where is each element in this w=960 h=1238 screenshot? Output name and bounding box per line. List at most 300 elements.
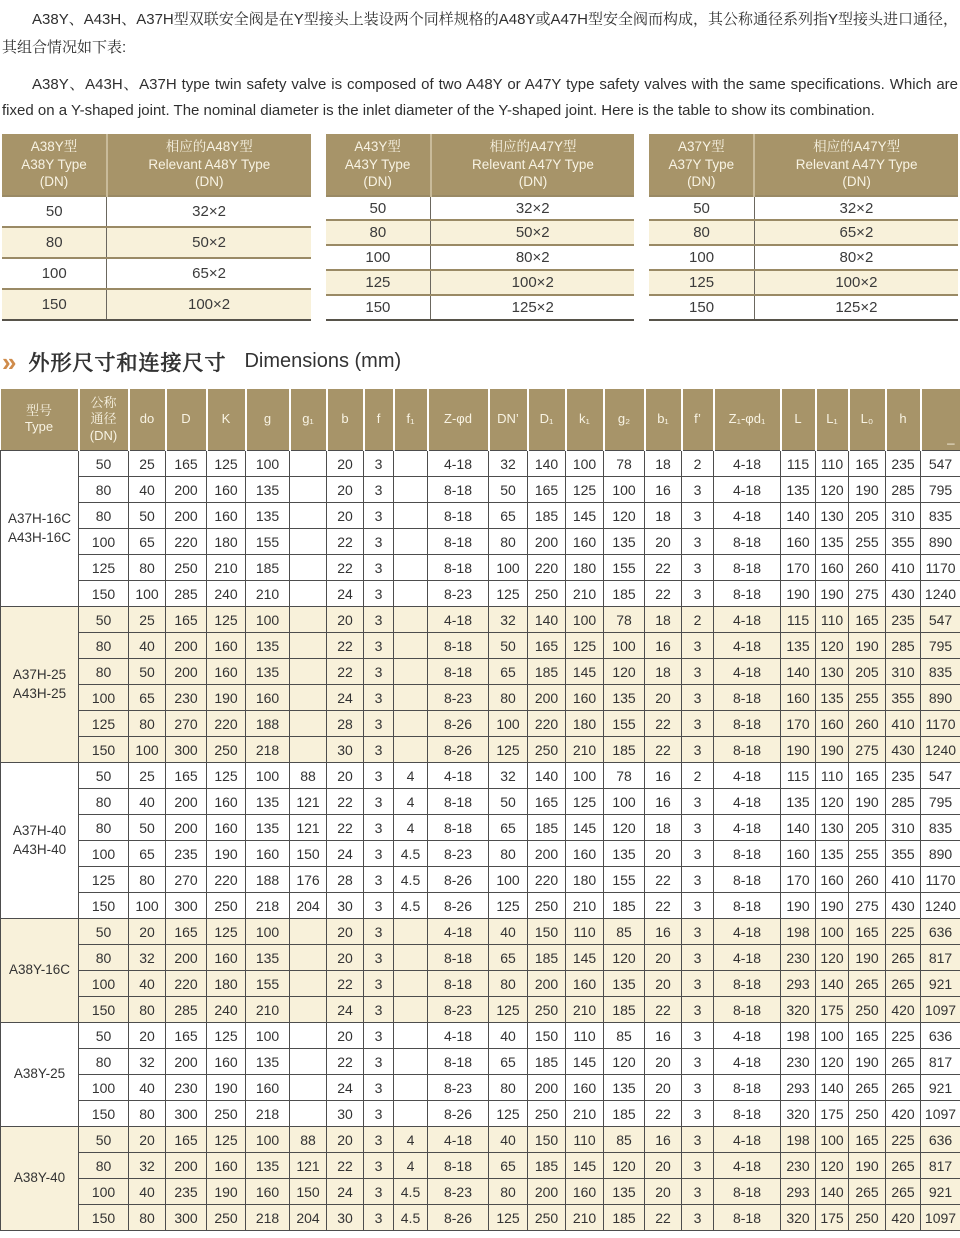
dim-value-cell: 4-18 [428,1127,489,1153]
dim-value-cell: 65 [489,945,528,971]
dim-value-cell: 835 [921,503,960,529]
dim-value-cell: 165 [166,607,207,633]
dim-value-cell: 220 [166,529,207,555]
dim-value-cell: 200 [528,1075,566,1101]
dim-value-cell: 50 [489,633,528,659]
dim-value-cell: 260 [849,555,886,581]
dim-value-cell: 32 [129,1153,166,1179]
dim-value-cell: 420 [886,1205,921,1231]
dim-value-cell: 3 [682,529,714,555]
dim-value-cell: 355 [886,841,921,867]
dim-value-cell: 8-18 [714,737,781,763]
dim-value-cell: 100 [79,841,129,867]
dim-value-cell: 135 [604,1075,645,1101]
dim-value-cell: 20 [327,763,364,789]
dim-value-cell: 4-18 [714,815,781,841]
header-line: DN’ [497,411,519,427]
dim-value-cell [394,477,428,503]
dim-value-cell: 190 [781,581,816,607]
dim-value-cell: 200 [528,841,566,867]
dim-value-cell: 20 [645,1179,682,1205]
dim-value-cell: 100 [79,1179,129,1205]
dim-value-cell: 8-26 [428,737,489,763]
dim-value-cell: 636 [921,919,960,945]
dim-table-row [1,529,960,555]
dim-value-cell: 80 [129,867,166,893]
dim-value-cell: 160 [207,789,246,815]
dim-value-cell: 3 [364,1127,394,1153]
dim-value-cell: 85 [604,1023,645,1049]
dim-value-cell: 80 [79,477,129,503]
combo-relevant-cell: 65×2 [107,258,311,289]
dim-value-cell: 4-18 [714,1023,781,1049]
dim-value-cell: 50 [79,763,129,789]
dim-value-cell: 4.5 [394,893,428,919]
type-line: A37H-16C [7,510,72,526]
dim-value-cell: 115 [781,607,816,633]
dim-value-cell: 2 [682,763,714,789]
dim-value-cell: 120 [604,503,645,529]
dim-value-cell: 160 [781,685,816,711]
dim-value-cell: 293 [781,971,816,997]
dim-value-cell: 22 [645,867,682,893]
dim-value-cell: 8-18 [714,841,781,867]
dim-value-cell: 110 [816,763,849,789]
dim-value-cell: 250 [849,997,886,1023]
dim-value-cell: 3 [682,477,714,503]
combo-relevant-cell: 80×2 [431,245,635,270]
dim-value-cell: 3 [682,685,714,711]
dim-value-cell [394,711,428,737]
dim-value-cell [290,555,327,581]
dim-value-cell: 255 [849,529,886,555]
combo-table-row [649,220,958,245]
header-line: D₁ [539,411,554,427]
dim-value-cell: 185 [528,815,566,841]
dim-value-cell: 265 [886,945,921,971]
dim-value-cell: 150 [290,1179,327,1205]
dim-value-cell: 88 [290,763,327,789]
dim-value-cell: 220 [528,711,566,737]
dim-value-cell: 185 [528,1049,566,1075]
dim-value-cell: 160 [207,477,246,503]
dim-value-cell: 165 [166,1127,207,1153]
dim-table-row [1,893,960,919]
dim-value-cell: 135 [781,633,816,659]
dim-value-cell: 250 [849,1101,886,1127]
dim-value-cell [394,529,428,555]
dim-value-cell: 65 [129,685,166,711]
dim-value-cell: 250 [207,1101,246,1127]
dim-value-cell: 22 [645,1101,682,1127]
dim-value-cell: 121 [290,789,327,815]
dim-value-cell: 3 [364,529,394,555]
dim-value-cell: 130 [816,503,849,529]
dim-value-cell: 65 [489,1049,528,1075]
dim-value-cell: 22 [327,555,364,581]
dim-value-cell: 210 [566,1101,604,1127]
dim-value-cell: 40 [489,1023,528,1049]
dim-value-cell: 20 [129,1127,166,1153]
dim-value-cell [290,945,327,971]
dim-value-cell: 8-23 [428,841,489,867]
dim-value-cell: 210 [207,555,246,581]
dim-table-row [1,815,960,841]
dim-value-cell: 22 [645,555,682,581]
type-line: A38Y-16C [8,962,71,978]
dim-value-cell: 145 [566,815,604,841]
dim-value-cell: 3 [682,503,714,529]
type-group-label [1,919,79,1023]
header-line: A38Y Type [21,156,87,172]
dim-table-row [1,711,960,737]
dim-value-cell: 3 [364,789,394,815]
dim-value-cell: 198 [781,1023,816,1049]
dim-value-cell: 100 [489,711,528,737]
dim-value-cell: 1240 [921,581,960,607]
dim-value-cell: 165 [849,1023,886,1049]
dim-table-row [1,945,960,971]
dim-value-cell: 20 [645,841,682,867]
dim-value-cell: 100 [79,1075,129,1101]
dim-value-cell: 1240 [921,893,960,919]
combo-dn-cell: 150 [2,289,107,320]
dim-value-cell: 8-18 [428,789,489,815]
dim-value-cell: 135 [816,841,849,867]
dim-value-cell: 20 [327,1127,364,1153]
dim-value-cell: 1097 [921,1101,960,1127]
dim-value-cell: 100 [246,763,290,789]
dim-value-cell: 3 [364,1075,394,1101]
combination-tables-row [2,134,958,321]
combo-dn-cell: 125 [326,270,431,295]
dim-value-cell: 8-18 [428,971,489,997]
dim-value-cell: 22 [327,633,364,659]
dim-value-cell: 3 [682,841,714,867]
dim-value-cell: 430 [886,737,921,763]
dim-value-cell: 32 [129,945,166,971]
dim-value-cell: 200 [166,815,207,841]
dim-value-cell: 3 [682,659,714,685]
dim-value-cell: 817 [921,1153,960,1179]
dim-value-cell [290,919,327,945]
dim-value-cell: 30 [327,1101,364,1127]
dim-value-cell: 3 [364,659,394,685]
dim-value-cell: 40 [129,1075,166,1101]
dim-value-cell: 220 [528,867,566,893]
dim-value-cell: 160 [246,685,290,711]
dim-value-cell: 100 [246,607,290,633]
dim-value-cell: 22 [645,997,682,1023]
dim-value-cell: 3 [364,581,394,607]
dim-value-cell: 22 [327,789,364,815]
dim-value-cell: 185 [604,737,645,763]
dim-value-cell: 120 [604,659,645,685]
dim-value-cell: 100 [816,1023,849,1049]
dim-value-cell: 155 [604,867,645,893]
dim-value-cell: 135 [781,477,816,503]
dim-value-cell: 320 [781,1101,816,1127]
dim-value-cell: 100 [489,867,528,893]
dim-column-header [886,389,921,451]
header-line: g [263,411,272,427]
dim-value-cell: 8-26 [428,893,489,919]
dim-value-cell: 80 [489,1179,528,1205]
dim-value-cell: 190 [849,789,886,815]
combo-dn-cell: 150 [649,295,754,320]
dim-value-cell [394,1101,428,1127]
dim-value-cell: 8-23 [428,1179,489,1205]
type-line: A43H-16C [7,529,72,545]
dim-value-cell: 3 [682,945,714,971]
dim-value-cell: 190 [816,737,849,763]
header-line: g₂ [617,411,631,427]
dim-value-cell: 140 [781,815,816,841]
dim-value-cell: 4.5 [394,841,428,867]
dim-value-cell: 3 [364,555,394,581]
dim-value-cell: 200 [528,529,566,555]
dim-value-cell: 3 [364,1179,394,1205]
dim-value-cell: 3 [682,815,714,841]
dim-value-cell: 4-18 [714,451,781,477]
dim-value-cell: 110 [566,1023,604,1049]
dim-value-cell: 218 [246,737,290,763]
header-line: (DN) [842,174,871,190]
combo-table-row [2,258,311,289]
dim-value-cell: 18 [645,815,682,841]
dim-value-cell: 235 [886,763,921,789]
combo-dn-cell: 80 [326,220,431,245]
dim-value-cell: 8-26 [428,1205,489,1231]
dim-value-cell: 4-18 [714,1153,781,1179]
dim-value-cell: 3 [364,945,394,971]
dim-value-cell: 50 [489,477,528,503]
dim-value-cell: 80 [79,503,129,529]
dim-value-cell: 420 [886,1101,921,1127]
dim-value-cell: 135 [246,633,290,659]
dim-value-cell: 817 [921,945,960,971]
dim-value-cell: 220 [166,971,207,997]
dim-table-row [1,1023,960,1049]
dim-value-cell: 20 [645,945,682,971]
dim-value-cell: 100 [604,789,645,815]
dim-value-cell: 185 [246,555,290,581]
dim-value-cell: 80 [79,789,129,815]
dim-value-cell: 265 [849,1075,886,1101]
dim-value-cell: 3 [364,997,394,1023]
combo-table-row [326,245,635,270]
dim-value-cell: 30 [327,893,364,919]
dim-value-cell: 135 [604,529,645,555]
combo-header-row [2,134,311,196]
combo-table-row [649,295,958,320]
combo-dn-cell: 80 [2,227,107,258]
dim-value-cell: 125 [207,919,246,945]
dim-value-cell: 140 [528,763,566,789]
dim-value-cell [394,945,428,971]
dim-value-cell [290,581,327,607]
dim-column-header [207,389,246,451]
dim-value-cell: 50 [79,607,129,633]
header-line: L₁ [826,411,838,427]
dim-value-cell [394,607,428,633]
dim-value-cell: 260 [849,867,886,893]
dim-header-row [1,389,960,451]
dim-value-cell: 320 [781,997,816,1023]
combo-col-relevant-header [754,134,958,196]
dim-value-cell: 130 [816,659,849,685]
dim-value-cell: 165 [166,1023,207,1049]
dim-value-cell: 130 [816,815,849,841]
combo-relevant-cell: 50×2 [107,227,311,258]
dim-value-cell: 22 [327,529,364,555]
dim-value-cell: 125 [79,711,129,737]
dim-value-cell: 200 [528,971,566,997]
dim-value-cell [394,451,428,477]
dim-value-cell: 155 [246,971,290,997]
dim-value-cell: 185 [528,503,566,529]
dim-table-row [1,737,960,763]
dim-value-cell: 3 [682,1127,714,1153]
dim-value-cell: 310 [886,815,921,841]
dim-value-cell [290,685,327,711]
dim-value-cell: 190 [781,893,816,919]
dim-value-cell: 120 [816,1049,849,1075]
header-line: f’ [694,411,701,427]
dim-value-cell: 4-18 [714,633,781,659]
dim-value-cell [290,971,327,997]
dim-value-cell [394,685,428,711]
dim-value-cell: 300 [166,1205,207,1231]
dim-value-cell: 3 [364,451,394,477]
header-line: A37Y型 [678,139,725,154]
dim-value-cell: 150 [79,581,129,607]
header-line: do [139,411,155,427]
dim-value-cell: 4.5 [394,1179,428,1205]
dim-value-cell: 8-26 [428,867,489,893]
dim-value-cell: 8-23 [428,685,489,711]
dim-value-cell [290,1049,327,1075]
dim-value-cell: 890 [921,841,960,867]
dim-value-cell [394,659,428,685]
dim-value-cell: 210 [566,893,604,919]
dim-value-cell: 100 [246,1023,290,1049]
dim-value-cell: 160 [246,841,290,867]
dim-value-cell: 120 [816,945,849,971]
combo-dn-cell: 100 [649,245,754,270]
dim-value-cell: 198 [781,919,816,945]
dim-value-cell: 285 [166,997,207,1023]
combination-table-a43y [326,134,635,321]
dim-column-header [781,389,816,451]
dim-value-cell: 80 [489,971,528,997]
dim-value-cell: 150 [79,1205,129,1231]
combo-col-relevant-header [431,134,635,196]
dim-table-row [1,477,960,503]
dim-value-cell: 235 [886,607,921,633]
header-line: (DN) [89,427,118,443]
type-line: A37H-40 [12,822,67,838]
dim-value-cell: 250 [528,581,566,607]
dim-table-row [1,1101,960,1127]
dim-value-cell: 160 [207,815,246,841]
dim-value-cell: 4-18 [428,919,489,945]
dim-value-cell: 8-18 [428,503,489,529]
dim-value-cell: 80 [129,1205,166,1231]
dim-value-cell: 3 [364,1205,394,1231]
dim-value-cell: 3 [682,789,714,815]
dim-value-cell: 22 [645,1205,682,1231]
dim-value-cell: 190 [207,685,246,711]
dim-value-cell: 230 [166,685,207,711]
dim-value-cell: 32 [489,451,528,477]
dim-value-cell: 285 [886,789,921,815]
dim-value-cell: 160 [207,1049,246,1075]
dim-value-cell: 200 [166,1049,207,1075]
dim-value-cell: 4-18 [714,789,781,815]
dim-value-cell: 20 [327,919,364,945]
dim-value-cell: 100 [566,451,604,477]
dim-value-cell: 85 [604,919,645,945]
dim-value-cell: 22 [327,659,364,685]
dim-value-cell: 160 [207,945,246,971]
dim-value-cell: 120 [604,815,645,841]
dim-value-cell: 8-23 [428,997,489,1023]
dim-value-cell: 125 [489,737,528,763]
combo-relevant-cell: 32×2 [107,196,311,227]
dim-table-row [1,1127,960,1153]
dim-value-cell: 160 [816,867,849,893]
dim-table-row [1,919,960,945]
dim-value-cell: 125 [566,633,604,659]
dim-value-cell: 210 [566,581,604,607]
dim-value-cell [290,1023,327,1049]
dim-value-cell: 120 [816,789,849,815]
dim-value-cell: 921 [921,971,960,997]
dim-value-cell: 3 [682,633,714,659]
dim-value-cell: 8-18 [714,1205,781,1231]
dim-value-cell: 8-18 [714,1075,781,1101]
dim-value-cell: 100 [79,685,129,711]
dim-value-cell: 135 [604,971,645,997]
dim-value-cell: 250 [849,1205,886,1231]
dim-value-cell: 8-18 [714,1179,781,1205]
dim-value-cell: 180 [566,555,604,581]
dim-value-cell: 795 [921,633,960,659]
dim-table-row [1,607,960,633]
dim-value-cell: 125 [79,867,129,893]
dim-value-cell: 175 [816,1205,849,1231]
dim-value-cell: 160 [781,529,816,555]
dim-value-cell: 3 [364,1101,394,1127]
dim-value-cell: 235 [166,841,207,867]
dim-value-cell: 80 [129,997,166,1023]
dim-value-cell: 1170 [921,555,960,581]
dim-value-cell: 80 [79,1153,129,1179]
header-line: K [221,411,231,427]
dim-value-cell: 4 [394,1127,428,1153]
dim-value-cell: 22 [327,1153,364,1179]
dim-value-cell [290,659,327,685]
dim-value-cell: 8-18 [714,555,781,581]
dim-value-cell [290,1101,327,1127]
header-line: 相应的A48Y型 [165,139,253,154]
dim-value-cell: 110 [566,1127,604,1153]
combo-dn-cell: 50 [326,196,431,221]
dim-table-row [1,971,960,997]
dim-value-cell: 135 [246,477,290,503]
dim-value-cell: 270 [166,711,207,737]
